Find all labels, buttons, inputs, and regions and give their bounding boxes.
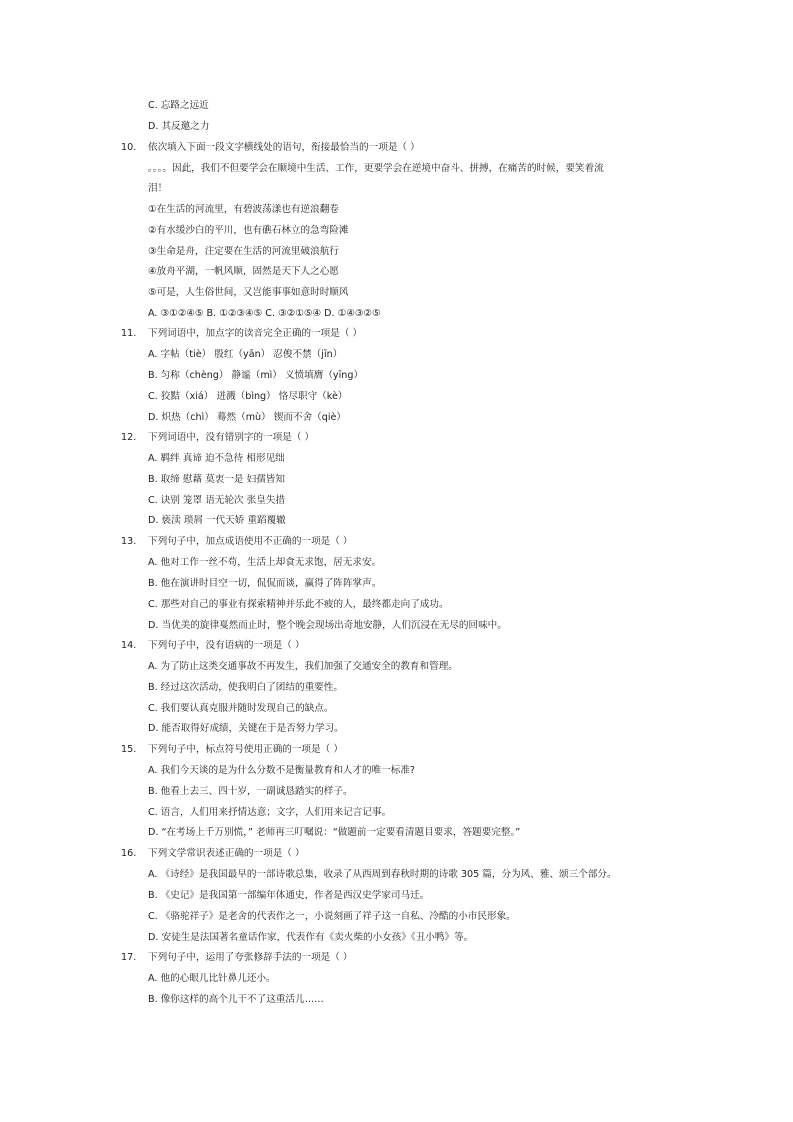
option-d: D. 炽热（chì） 蓦然（mù） 锲而不舍（qiè） (148, 412, 347, 423)
option-a: A. 羁绊 真谛 迫不急待 相形见绌 (148, 453, 285, 464)
option-c: C. 狡黠（xiá） 迸溅（bìng） 恪尽职守（kè） (148, 391, 348, 402)
option-d: D. 安徒生是法国著名童话作家，代表作有《卖火柴的小女孩》《丑小鸭》等。 (148, 932, 474, 943)
question-number: 16. (121, 848, 137, 859)
sentence-item: ①在生活的河流里，有碧波荡漾也有逆浪翻卷 (148, 204, 339, 215)
question-stem: 下列句子中，标点符号使用正确的一项是（ ） (148, 744, 343, 755)
option-b: B. 他看上去三、四十岁，一副诚恳踏实的样子。 (148, 786, 353, 797)
option-d: D. “在考场上千万别慌，” 老师再三叮嘱说：“做题前一定要看清题目要求，答题要完整。” (148, 827, 521, 838)
question-number: 17. (121, 952, 137, 963)
question-stem: 下列词语中，加点字的读音完全正确的一项是（ ） (148, 328, 363, 339)
question-number: 11. (121, 328, 137, 339)
option-d: D. 其反邀之力 (148, 121, 210, 132)
option-a: A. 字帖（tiè） 殷红（yān） 忍俊不禁（jīn） (148, 349, 343, 360)
sentence-item: ④放舟平湖，一帆风顺，固然是天下人之心愿 (148, 266, 339, 277)
option-b: B. 经过这次活动，使我明白了团结的重要性。 (148, 682, 343, 693)
option-a: A. 他对工作一丝不苟，生活上却食无求饱，居无求安。 (148, 557, 382, 568)
question-stem: 下列句子中，运用了夸张修辞手法的一项是（ ） (148, 952, 353, 963)
passage-text: 泪！ (148, 183, 168, 194)
option-b: B. 匀称（chèng） 静谧（mì） 义愤填膺（yīng） (148, 370, 364, 381)
option-a: A. 《诗经》是我国最早的一部诗歌总集，收录了从西周到春秋时期的诗歌 305 篇，分为风、雅、颂三个部分。 (148, 869, 617, 880)
question-stem: 依次填入下面一段文字横线处的语句，衔接最恰当的一项是（ ） (148, 142, 420, 153)
option-b: B. 他在演讲时目空一切，侃侃而谈，赢得了阵阵掌声。 (148, 578, 382, 589)
option-d: D. 能否取得好成绩，关键在于是否努力学习。 (148, 723, 344, 734)
question-number: 15. (121, 744, 137, 755)
option-c: C. 我们要认真克服并随时发现自己的缺点。 (148, 703, 334, 714)
option-d: D. 当优美的旋律戛然而止时，整个晚会现场出奇地安静，人们沉浸在无尽的回味中。 (148, 620, 507, 631)
sentence-item: ②有水缓沙白的平川，也有礁石林立的急弯险滩 (148, 225, 349, 236)
option-c: C. 忘路之远近 (148, 100, 209, 111)
question-stem: 下列句子中，加点成语使用不正确的一项是（ ） (148, 536, 353, 547)
question-number: 14. (121, 640, 137, 651)
option-c: C. 诀别 笼罩 语无轮次 张皇失措 (148, 495, 286, 506)
question-number: 12. (121, 432, 137, 443)
option-a: A. 为了防止这类交通事故不再发生，我们加强了交通安全的教育和管理。 (148, 661, 458, 672)
sentence-item: ③生命是舟，注定要在生活的河流里破浪航行 (148, 246, 339, 257)
option-b: B. 《史记》是我国第一部编年体通史，作者是西汉史学家司马迁。 (148, 890, 430, 901)
option-d: D. 亵渎 琐屑 一代天娇 重蹈覆辙 (148, 515, 286, 526)
option-c: C. 《骆驼祥子》是老舍的代表作之一，小说刻画了祥子这一自私、冷酷的小市民形象。 (148, 911, 516, 922)
option-b: B. 像你这样的高个儿干不了这重活儿…… (148, 994, 324, 1005)
answer-options: A. ③①②④⑤ B. ①②③④⑤ C. ③②①⑤④ D. ①④③②⑤ (148, 308, 381, 319)
passage-text: 。。。。因此，我们不但要学会在顺境中生活、工作，更要学会在逆境中奋斗、拼搏，在痛苦的时候，要笑着流 (148, 163, 604, 174)
question-number: 13. (121, 536, 137, 547)
option-b: B. 取缔 慰藉 莫衷一是 妇孺皆知 (148, 474, 285, 485)
sentence-item: ⑤可是，人生俗世间，又岂能事事如意时时顺风 (148, 287, 349, 298)
option-c: C. 语言，人们用来抒情达意；文字，人们用来记言记事。 (148, 807, 392, 818)
question-number: 10. (121, 142, 137, 153)
option-a: A. 我们今天谈的是为什么分数不是衡量教育和人才的唯一标准? (148, 765, 416, 776)
question-stem: 下列词语中，没有错别字的一项是（ ） (148, 432, 315, 443)
question-stem: 下列句子中，没有语病的一项是（ ） (148, 640, 305, 651)
question-stem: 下列文学常识表述正确的一项是（ ） (148, 848, 305, 859)
option-c: C. 那些对自己的事业有探索精神并乐此不疲的人，最终都走向了成功。 (148, 599, 449, 610)
option-a: A. 他的心眼儿比针鼻儿还小。 (148, 973, 276, 984)
